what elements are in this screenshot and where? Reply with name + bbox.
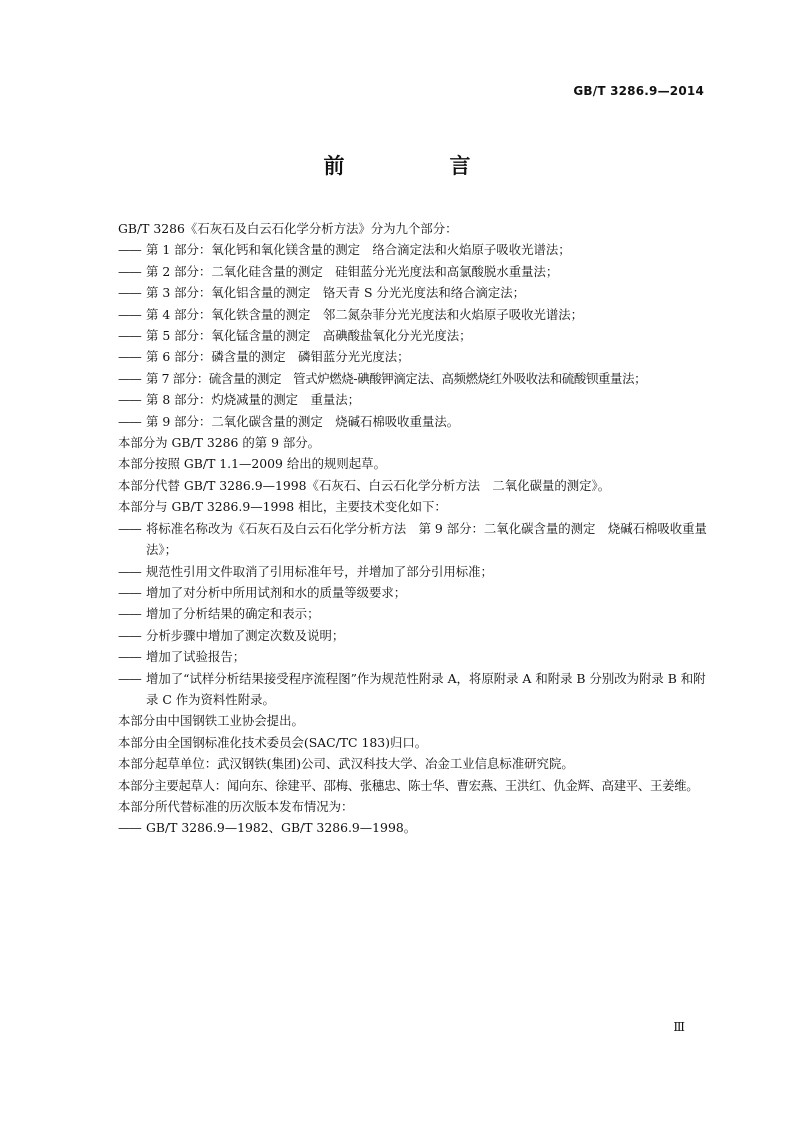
part-text: 第 9 部分：二氧化碳含量的测定 烧碱石棉吸收重量法。 xyxy=(146,413,460,429)
change-item xyxy=(118,603,708,624)
dash-marker: —— xyxy=(118,670,141,686)
part-item xyxy=(118,282,708,303)
change-item xyxy=(118,518,708,561)
part-item xyxy=(118,261,708,282)
dash-marker: —— xyxy=(118,392,141,408)
part-item xyxy=(118,325,708,346)
paragraph: 本部分与 GB/T 3286.9—1998 相比，主要技术变化如下： xyxy=(118,499,447,515)
change-text: 增加了分析结果的确定和表示； xyxy=(146,606,320,622)
paragraph: 本部分所代替标准的历次版本发布情况为： xyxy=(118,798,354,814)
part-text: 第 7 部分：硫含量的测定 管式炉燃烧-碘酸钾滴定法、高频燃烧红外吸收法和硫酸钡重量法； xyxy=(146,370,647,386)
part-text: 第 4 部分：氧化铁含量的测定 邻二氮杂菲分光光度法和火焰原子吸收光谱法； xyxy=(146,306,584,322)
change-item xyxy=(118,582,708,603)
part-item xyxy=(118,346,708,367)
part-item xyxy=(118,411,708,432)
dash-marker: —— xyxy=(118,263,141,279)
part-text: 第 1 部分：氧化钙和氧化镁含量的测定 络合滴定法和火焰原子吸收光谱法； xyxy=(146,242,571,258)
part-item xyxy=(118,239,708,260)
change-text: 分析步骤中增加了测定次数及说明； xyxy=(146,627,345,643)
dash-marker: —— xyxy=(118,627,141,643)
part-text: 第 6 部分：磷含量的测定 磷钼蓝分光光度法； xyxy=(146,349,410,365)
dash-marker: —— xyxy=(118,563,141,579)
change-text: 增加了试验报告； xyxy=(146,649,246,665)
dash-marker: —— xyxy=(118,649,141,665)
dash-marker: —— xyxy=(118,328,141,344)
part-item xyxy=(118,304,708,325)
dash-marker: —— xyxy=(118,820,141,836)
dash-marker: —— xyxy=(118,584,141,600)
paragraph: 本部分由中国钢铁工业协会提出。 xyxy=(118,713,304,729)
dash-marker: —— xyxy=(118,413,141,429)
paragraph: 本部分由全国钢标准化技术委员会(SAC/TC 183)归口。 xyxy=(118,734,428,750)
history-text: GB/T 3286.9—1982、GB/T 3286.9—1998。 xyxy=(146,820,417,836)
history-item xyxy=(118,817,708,838)
change-item xyxy=(118,668,708,711)
part-text: 第 5 部分：氧化锰含量的测定 高碘酸盐氧化分光光度法； xyxy=(146,328,472,344)
intro-line: GB/T 3286《石灰石及白云石化学分析方法》分为九个部分： xyxy=(118,221,458,236)
paragraph: 本部分按照 GB/T 1.1—2009 给出的规则起草。 xyxy=(118,456,386,472)
dash-marker: —— xyxy=(118,370,141,386)
paragraph: 本部分主要起草人：闻向东、徐建平、邵梅、张穗忠、陈士华、曹宏燕、王洪红、仇金辉、高建平、王姜维。 xyxy=(118,777,699,793)
dash-marker: —— xyxy=(118,285,141,301)
standard-code: GB/T 3286.9—2014 xyxy=(573,84,704,98)
paragraph: 本部分代替 GB/T 3286.9—1998《石灰石、白云石化学分析方法 二氧化碳量的测定》。 xyxy=(118,477,611,493)
change-item xyxy=(118,646,708,667)
part-text: 第 2 部分：二氧化硅含量的测定 硅钼蓝分光光度法和高氯酸脱水重量法； xyxy=(146,263,559,279)
dash-marker: —— xyxy=(118,306,141,322)
dash-marker: —— xyxy=(118,349,141,365)
paragraph: 本部分为 GB/T 3286 的第 9 部分。 xyxy=(118,435,321,451)
change-item xyxy=(118,625,708,646)
part-item xyxy=(118,389,708,410)
dash-marker: —— xyxy=(118,520,141,536)
part-item xyxy=(118,368,708,389)
page-number: Ⅲ xyxy=(673,1020,685,1034)
page-title: 前 言 xyxy=(323,154,513,178)
part-text: 第 8 部分：灼烧减量的测定 重量法； xyxy=(146,392,361,408)
change-text: 将标准名称改为《石灰石及白云石化学分析方法 第 9 部分：二氧化碳含量的测定 烧碱石棉吸收重量法》； xyxy=(146,520,707,558)
change-item xyxy=(118,561,708,582)
paragraph: 本部分起草单位：武汉钢铁(集团)公司、武汉科技大学、冶金工业信息标准研究院。 xyxy=(118,756,574,772)
part-text: 第 3 部分：氧化铝含量的测定 铬天青 S 分光光度法和络合滴定法； xyxy=(146,285,526,301)
change-text: 增加了“试样分析结果接受程序流程图”作为规范性附录 A，将原附录 A 和附录 B 分别改为附录 B 和附录 C 作为资料性附录。 xyxy=(146,670,706,707)
dash-marker: —— xyxy=(118,242,141,258)
dash-marker: —— xyxy=(118,606,141,622)
change-text: 规范性引用文件取消了引用标准年号，并增加了部分引用标准； xyxy=(146,563,493,579)
foreword-body xyxy=(118,218,708,839)
change-text: 增加了对分析中所用试剂和水的质量等级要求； xyxy=(146,584,407,600)
